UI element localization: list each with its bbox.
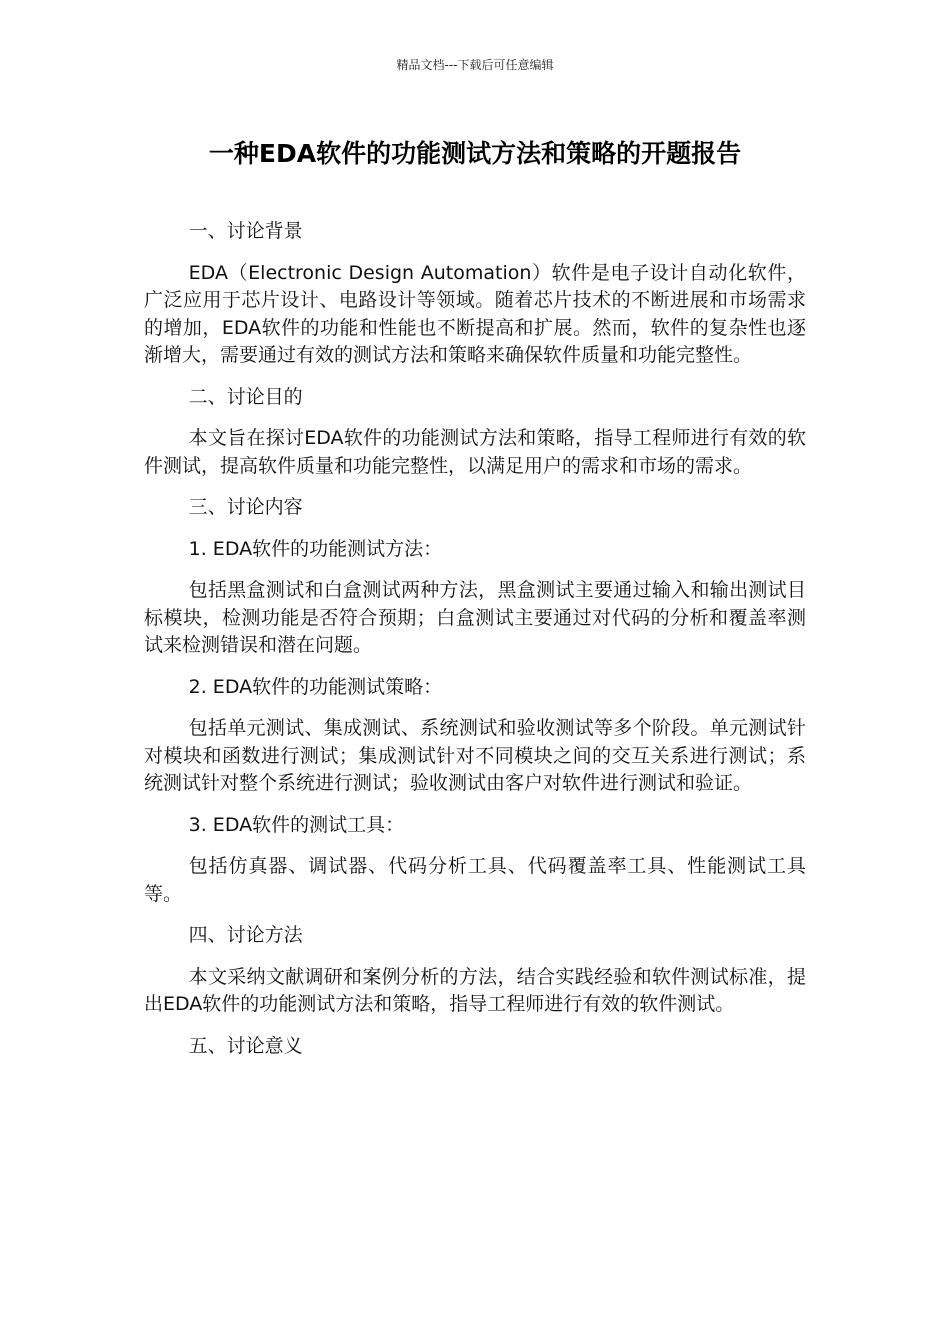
section-heading-purpose: 二、讨论目的 [188,385,303,408]
paragraph-purpose: 本文旨在探讨EDA软件的功能测试方法和策略，指导工程师进行有效的软件测试，提高软件质量和功能完整性，以满足用户的需求和市场的需求。 [144,427,806,477]
subheading-test-methods: 1. EDA软件的功能测试方法： [188,537,443,560]
subheading-test-tools: 3. EDA软件的测试工具： [188,813,405,836]
subheading-test-strategy: 2. EDA软件的功能测试策略： [188,675,443,698]
section-heading-background: 一、讨论背景 [188,220,303,242]
document-body [144,218,806,1074]
section-heading-significance: 五、讨论意义 [188,1034,303,1057]
section-heading-method: 四、讨论方法 [188,924,303,946]
paragraph-background: EDA（Electronic Design Automation）软件是电子设计自动化软件，广泛应用于芯片设计、电路设计等领域。随着芯片技术的不断进展和市场需求的增加，EDA软件的功能和性能也不断提高和扩展。然而，软件的复杂性也逐渐增大，需要通过有效的测试方法和策略来确保软件质量和功能完整性。 [144,261,806,366]
document-title: 一种EDA软件的功能测试方法和策略的开题报告 [208,139,742,168]
paragraph-method: 本文采纳文献调研和案例分析的方法，结合实践经验和软件测试标准，提出EDA软件的功能测试方法和策略，指导工程师进行有效的软件测试。 [144,965,806,1015]
header-note: 精品文档---下载后可任意编辑 [396,58,554,72]
paragraph-test-methods: 包括黑盒测试和白盒测试两种方法，黑盒测试主要通过输入和输出测试目标模块，检测功能是否符合预期；白盒测试主要通过对代码的分析和覆盖率测试来检测错误和潜在问题。 [144,579,806,656]
section-heading-content: 三、讨论内容 [188,496,303,518]
paragraph-test-tools: 包括仿真器、调试器、代码分析工具、代码覆盖率工具、性能测试工具等。 [144,855,806,905]
paragraph-test-strategy: 包括单元测试、集成测试、系统测试和验收测试等多个阶段。单元测试针对模块和函数进行测试；集成测试针对不同模块之间的交互关系进行测试；系统测试针对整个系统进行测试；验收测试由客户对软件进行测试和验证。 [144,717,806,794]
